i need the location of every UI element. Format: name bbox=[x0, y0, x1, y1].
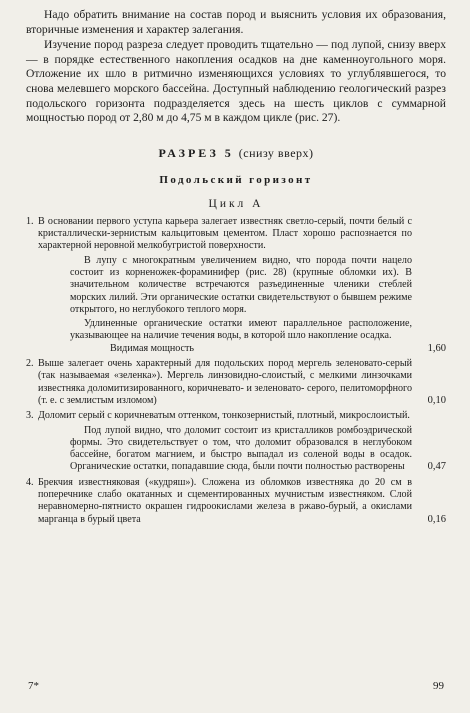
horizon-heading: Подольский горизонт bbox=[159, 173, 313, 186]
thickness-value: 1,60 bbox=[427, 342, 446, 354]
thickness-value: 0,10 bbox=[427, 394, 446, 406]
layer-description: Доломит серый с коричневатым оттенком, тонкозернистый, плотный, микрослоистый. bbox=[38, 410, 410, 422]
layer-description: Выше залегает очень характерный для подольских пород мергель зеленовато-серый (так называемая «зеленка»). Мергель линзовидно-слоистый, с мелкими линзочками известняка доломитизированного, коричневато- и зеленовато- серого, пелитоморфного (т. е. с землистым изломом) bbox=[38, 358, 412, 406]
layer-description: Брекчия известняковая («кудряш»). Сложена из обломков известняка до 20 см в поперечнике слабо окатанных и сцементированных мучнистым известняком. Слой неравномерно-пятнисто окрашен гидроокислами железа в ржаво-бурый, а окислами марганца в бурый цвета bbox=[38, 476, 412, 525]
layer-description: В основании первого уступа карьера залегает известняк светло-серый, почти белый с кристаллически-зернистым кальцитовым цементом. Пласт хорошо распознается по характерной неровной мелкобугристой поверхности. bbox=[38, 215, 412, 252]
layer-item-4 bbox=[26, 477, 446, 526]
page-number: 99 bbox=[433, 680, 444, 692]
intro-paragraph-1: Надо обратить внимание на состав пород и выяснить условия их образования, вторичные изменения и характер залегания. bbox=[26, 8, 446, 36]
layer-note: Удлиненные органические остатки имеют параллельное расположение, указывающее на наличие течения воды, в которой шло накопление осадка. bbox=[70, 318, 412, 342]
layer-number: 2. bbox=[26, 358, 34, 370]
section-note: (снизу вверх) bbox=[238, 145, 314, 160]
page-content bbox=[26, 8, 446, 526]
thickness-value: 0,47 bbox=[427, 461, 446, 473]
layer-number: 3. bbox=[26, 410, 34, 422]
layer-item-2 bbox=[26, 358, 446, 407]
intro-paragraph-2: Изучение пород разреза следует проводить тщательно — под лупой, снизу вверх — в порядке естественного накопления осадков на дне каменноугольного моря. Отложение их шло в ритмично изменяющихся условиях то углублявшегося, то снова мелевшего морского бассейна. Доступный наблюдению геологический разрез подольского горизонта подразделяется здесь на шесть циклов с суммарной мощностью пород от 2,80 м до 4,75 м в каждом цикле (рис. 27). bbox=[26, 38, 446, 125]
section-heading bbox=[26, 146, 446, 161]
layer-note: В лупу с многократным увеличением видно, что порода почти нацело состоит из корненожек-фораминифер (рис. 28) (крупные обломки их). В значительном количестве встречаются разъединенные членики стеблей морских лилий. Эти органические остатки свидетельствуют о бывшем режиме открытого, но неглубокого теплого моря. bbox=[70, 254, 412, 315]
layer-number: 1. bbox=[26, 215, 34, 227]
layer-number: 4. bbox=[26, 476, 34, 488]
layer-note: Под лупой видно, что доломит состоит из кристалликов ромбоэдрической формы. Это свидетельствует о том, что доломит образовался в неглубоком бассейне, богатом магнием, и быстро выпадал из соленой воды в осадок. Органические остатки, попадавшие сюда, были почти полностью растворены bbox=[70, 424, 412, 473]
signature-mark: 7* bbox=[28, 680, 39, 692]
section-title: РАЗРЕЗ 5 bbox=[158, 145, 234, 160]
thickness-value: 0,16 bbox=[427, 513, 446, 525]
visible-thickness-label: Видимая мощность bbox=[110, 342, 195, 354]
layer-item-3 bbox=[26, 410, 446, 473]
layer-item-1 bbox=[26, 216, 446, 355]
cycle-heading: Цикл А bbox=[208, 197, 264, 210]
